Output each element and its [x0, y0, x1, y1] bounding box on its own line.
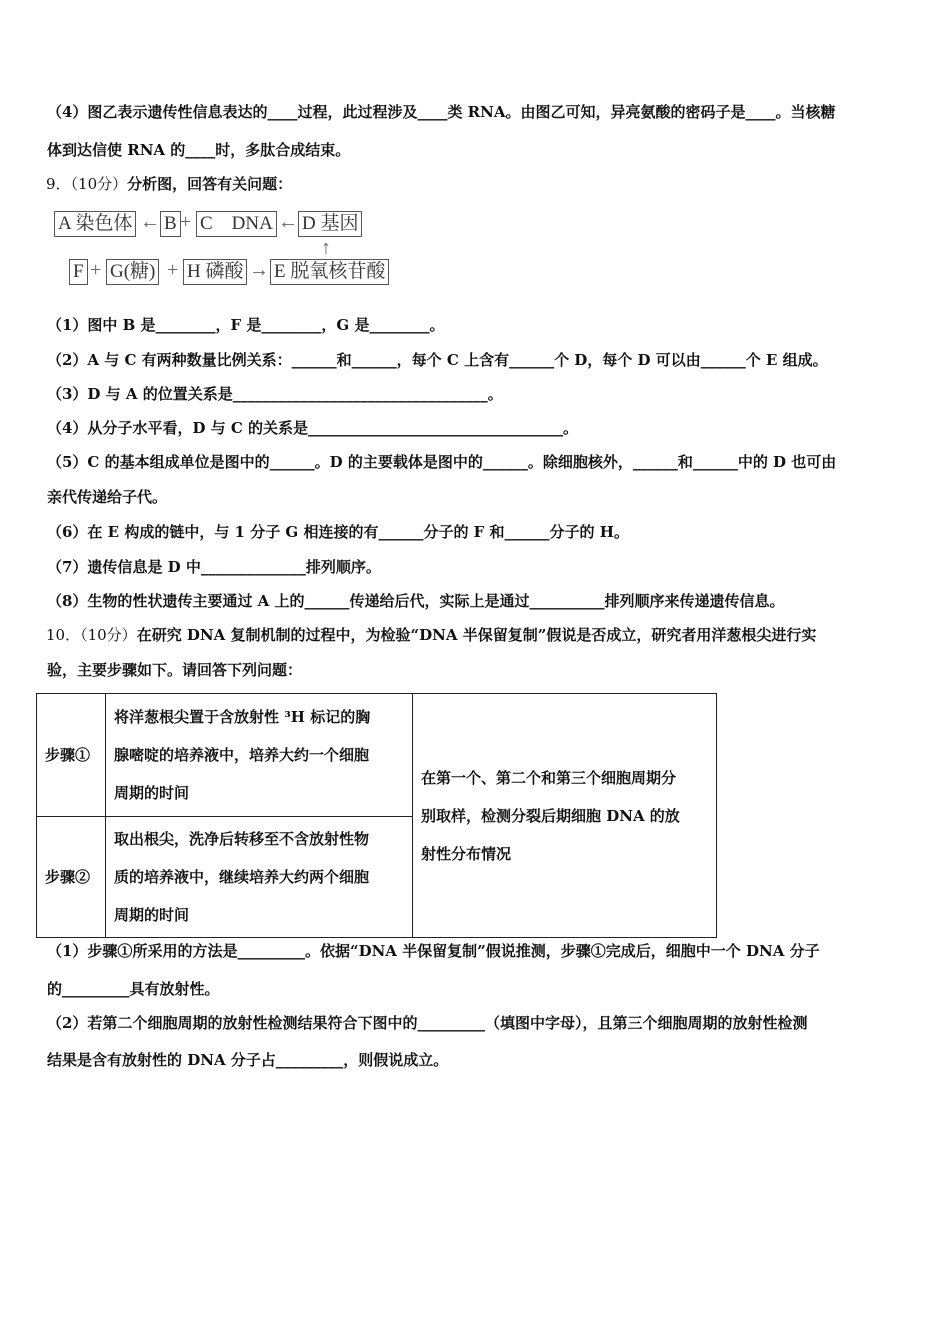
q-number: 10． — [46, 626, 81, 644]
arrow-up-icon: ↑ — [321, 237, 331, 259]
text-line: （2）若第二个细胞周期的放射性检测结果符合下图中的_________（填图中字母），且第三个细胞周期的放射性检测 — [47, 1014, 808, 1032]
text-line: （4）从分子水平看，D 与 C 的关系是__________________________________。 — [47, 419, 579, 437]
text-line: （1）图中 B 是________，F 是________，G 是________。 — [47, 316, 445, 334]
arrow-left-icon: ← — [140, 211, 160, 233]
q-score: （10分） — [80, 626, 137, 644]
q-prompt: 在研究 DNA 复制机制的过程中，为检验“DNA 半保留复制”假说是否成立，研究者用洋葱根尖进行实 — [136, 626, 817, 644]
question-9-header — [46, 174, 292, 194]
plus-sign: + — [180, 211, 192, 233]
text-line: （8）生物的性状遗传主要通过 A 上的______传递给后代，实际上是通过__________排列顺序来传递遗传信息。 — [47, 592, 785, 610]
box-c: C DNA — [196, 211, 277, 237]
box-g: G(糖) — [106, 259, 159, 285]
step1-text: 将洋葱根尖置于含放射性 ³H 标记的胸 腺嘧啶的培养液中，培养大约一个细胞 周期的时间 — [106, 694, 413, 817]
q-number: 9． — [46, 175, 71, 193]
box-a: A 染色体 — [54, 211, 136, 237]
steps-table — [36, 693, 717, 938]
text-line: （5）C 的基本组成单位是图中的______。D 的主要载体是图中的______。除细胞核外，______和______中的 D 也可由 — [47, 453, 837, 471]
text-line: 验，主要步骤如下。请回答下列问题： — [47, 661, 303, 679]
q-prompt: 分析图，回答有关问题： — [127, 175, 293, 193]
step2-label: 步骤② — [37, 817, 106, 938]
arrow-left-icon: ← — [278, 211, 298, 233]
text-line: （4）图乙表示遗传性信息表达的____过程，此过程涉及____类 RNA。由图乙可知，异亮氨酸的密码子是____。当核糖 — [47, 103, 836, 121]
text-line: （3）D 与 A 的位置关系是__________________________________。 — [47, 385, 503, 403]
box-f: F — [69, 259, 88, 285]
text-line: （7）遗传信息是 D 中______________排列顺序。 — [47, 558, 381, 576]
text-line: （6）在 E 构成的链中，与 1 分子 G 相连接的有______分子的 F 和______分子的 H。 — [47, 523, 629, 541]
step2-text: 取出根尖，洗净后转移至不含放射性物 质的培养液中，继续培养大约两个细胞 周期的时间 — [106, 817, 413, 938]
question-10-header — [46, 625, 816, 645]
text-line: 的_________具有放射性。 — [47, 980, 220, 998]
box-b: B — [160, 211, 181, 237]
sampling-text: 在第一个、第二个和第三个细胞周期分 别取样，检测分裂后期细胞 DNA 的放 射性分布情况 — [413, 694, 717, 938]
plus-sign: + — [167, 259, 179, 281]
plus-sign: + — [90, 259, 102, 281]
text-line: 体到达信使 RNA 的____时，多肽合成结束。 — [47, 141, 351, 159]
box-h: H 磷酸 — [183, 259, 247, 285]
box-e: E 脱氧核苷酸 — [270, 259, 389, 285]
box-d: D 基因 — [298, 211, 362, 237]
text-line: （2）A 与 C 有两种数量比例关系：______和______，每个 C 上含有______个 D，每个 D 可以由______个 E 组成。 — [47, 351, 828, 369]
q-score: （10分） — [70, 175, 128, 193]
step1-label: 步骤① — [37, 694, 106, 817]
text-line: 亲代传递给子代。 — [47, 488, 168, 506]
text-line: 结果是含有放射性的 DNA 分子占_________，则假说成立。 — [47, 1051, 449, 1069]
text-line: （1）步骤①所采用的方法是_________。依据“DNA 半保留复制”假说推测，步骤①完成后，细胞中一个 DNA 分子 — [47, 942, 820, 960]
arrow-right-icon: → — [249, 259, 269, 281]
